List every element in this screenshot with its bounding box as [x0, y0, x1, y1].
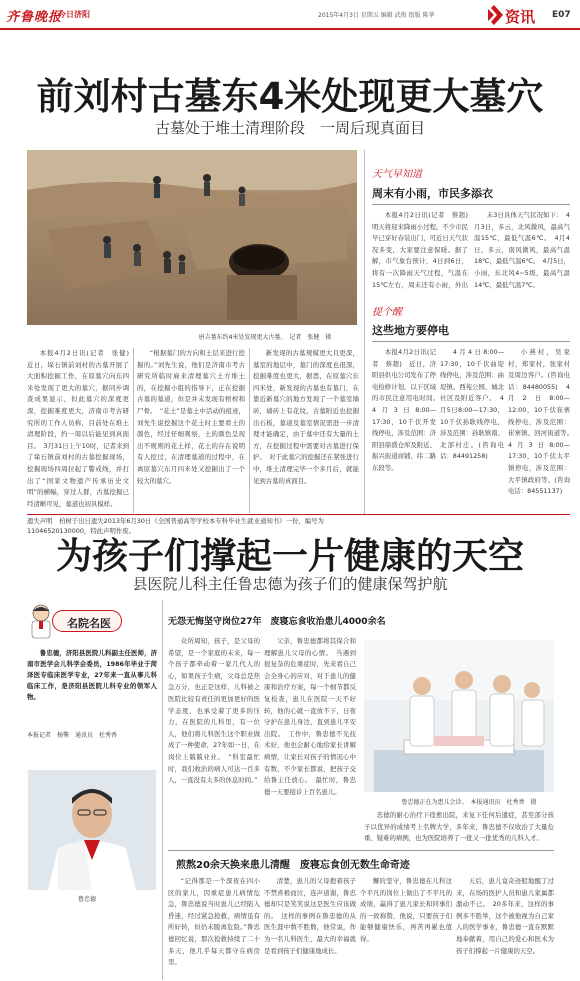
doctor-text-7: 天后，患儿竟奇迹般地醒了过来，在场的医护人员和患儿家属都激动不已。 20多年来，这样的事例多不胜举，这个被他视为自己家人的医学事业，鲁忠德一直在默默地奉献着，用自己的爱心和医术为孩子们撑起一片健康的天空。 [456, 877, 554, 955]
doctor-text-1: 众所周知，孩子，是父母的希望，是一个家庭的未来，每一个孩子都牵动着一家几代人的心，如果孩子生病，父母总是焦急万分，也正是这样，儿科被之医院比较有责任的更加更好的医学态度，也承受着了更多的压力，在医院的儿科里，有一位人，他们将儿科医生这个职业做成了一种使命，27年如一日，在岗位上兢兢业业。 “科室最忙时，我们收治的病人可达一百多人，一直没有太多的休息时间。” [168, 637, 260, 785]
tomb-article-col1 [27, 348, 129, 513]
power-text-2: 4月4日8:00—17:30，10千伏曲堤线停电，涉及范围：曲堤镇、西苑公园、城北社区及附近客户。 4月5日8:00—17:30，10千伏孙耿线停电，涉及范围：孙耿镇南、北部村庄。(咨询电话：84491258) [440, 348, 504, 461]
edition-name: 今日济阳 [58, 10, 90, 19]
lost-notice: 遗失声明 柏树于出日遗失2013年6月30日《全国普通高等学校本专科毕业生就业通知书》一份，编号为11046520130000，特此声明作废。 [27, 517, 324, 535]
weather-kicker [372, 162, 422, 181]
section-divider [364, 150, 365, 515]
power-text-3: 小燕村，吴家村，郑家村，张家村及周边客户。(咨询电话：84480055) 4月2日8:00—12:00，10千伏崔寨线停电，涉及范围：崔寨镇、回河街道等。 4月3日8:00—17:30，10千伏太平镇停电，涉及范围：大平镇政府等。(咨询电话：84551137) [508, 348, 570, 496]
power-kicker-text: 提个醒 [372, 307, 402, 318]
power-col1 [372, 347, 436, 512]
doctor-text-5: 清楚，患儿的父母抱着孩子不禁喜极而泣，连声道谢，鲁忠德却只是笑笑说这是医生应该做的。 这样的事例在鲁忠德的从医生涯中数不胜数，他常说，作为一名儿科医生，最大的幸福就是看到孩子们健康地成长。 [264, 877, 356, 955]
doctor-col4 [168, 876, 260, 980]
notice-rule [27, 514, 570, 515]
famous-doctor-badge [52, 610, 122, 632]
section-rule [168, 850, 554, 851]
headline-tomb: 前刘村古墓东4米处现更大墓穴 [36, 75, 544, 118]
doctor-col5 [264, 876, 356, 980]
doctor-text-4: “记得那是一个深夜在四小区的家儿，因重症患儿病情危急，鲁忠德说当时患儿已经陷入昏迷，经过紧急抢救，病情虽有所好转，但仍未脱离危险。”鲁忠德回忆说，那次抢救持续了二十多天，他几乎每天都守在病房里。 [168, 877, 260, 967]
weather-kicker-text: 天气早知道 [372, 169, 422, 180]
excavation-photo-caption: 唐吉墓东约4米处发现更大古墓。 记者 张健 摄 [198, 334, 332, 341]
doctor-col2 [264, 636, 356, 841]
weather-title: 周末有小雨，市民多添衣 [372, 187, 493, 200]
famous-doctor-badge-text: 名院名医 [67, 617, 111, 630]
weather-text-2: 未3日具体天气状况如下： 4月3日，多云，北风微风，最高气温15℃，最低气温6℃。 4月4日，多云，南风微风，最高气温18℃，最低气温6℃。 4月5日，小雨，东北风4~5级，最高气温14℃，最低气温7℃。 [474, 211, 570, 289]
doctor-col6 [360, 876, 452, 980]
weather-rule [372, 204, 570, 205]
doctor-bio-text: 鲁忠德，济阳县医院儿科副主任医师，济南市医学会儿科学会委员，1986年毕业于菏泽医专临床医学专业，27年来一直从事儿科临床工作，是济阳县医院儿科专业的领军人物。 [27, 649, 157, 701]
doctor-col7 [456, 876, 554, 980]
ward-photo-caption: 鲁忠德正在为患儿会诊。 本报通讯员 杜秀香 摄 [401, 799, 537, 806]
tomb-article-col2 [137, 348, 245, 513]
power-rule [372, 341, 570, 342]
ward-photo [364, 640, 554, 792]
section-divider [162, 600, 163, 980]
doctor-portrait [28, 770, 156, 890]
newspaper-logo: 齐鲁晚报 [6, 10, 63, 25]
doctor-section-title-1: 无怨无悔坚守岗位27年 废寝忘食收治患儿4000余名 [168, 617, 386, 627]
headline-doctor: 为孩子们撑起一片健康的天空 [55, 536, 524, 577]
dateline: 2015年4月3日 星期五 编辑 武俊 组版 陈华 [318, 12, 435, 19]
doctor-section-title-2: 煎熬20余天换来患儿清醒 废寝忘食创无数生命奇迹 [176, 860, 410, 871]
doctor-text-6: 懈的坚守，鲁忠德在儿科这个平凡的岗位上做出了不平凡的成绩，赢得了患儿家长和同事们的一致称赞，他说，只要孩子们能够健康快乐，再苦再累也值得。 [360, 877, 452, 943]
excavation-photo [27, 150, 357, 325]
section-logo-icon [484, 4, 504, 26]
page-number: E07 [552, 10, 571, 20]
doctor-portrait-caption: 鲁忠德 [78, 896, 97, 903]
weather-text-1: 本报4月2日讯(记者 蔡超) 明天将迎来降雨小过程，不少市民早已穿好春装出门，可近日天气状况多变，大家要注意保暖。据了解，市气象台预计，4日到6日，将有一次降雨天气过程，气温在15℃左右，周末还有小雨，外出 [372, 211, 468, 289]
power-kicker [372, 300, 402, 319]
power-col3 [508, 347, 570, 512]
doctor-cartoon-icon [28, 603, 54, 639]
tomb-article-text-2: “根据墓门的方向和土层来进行挖掘的。”刘先生说，他们是济南市考古研究所临时雇来清理墓穴土方堆土的，在挖掘小组的指导下，正在挖掘古墓的墓道，但是并未发现有棺椁和尸骨。 “花土”是墓土中活动的痕迹，刘先生说挖掘这个花土时主要看土的颜色，经过仔细观察，土的颜色呈现出不规则的花土样，花土的存在说明有人挖过，在清理墓道的过程中，在离原墓穴东月四米处又挖掘出了一个较大的墓穴。 [137, 349, 245, 485]
section-name: 资讯 [505, 8, 536, 26]
column-divider [133, 348, 134, 513]
weather-col2 [474, 210, 570, 292]
power-col2 [440, 347, 504, 512]
doctor-bio [27, 648, 157, 716]
subhead-tomb: 古墓处于堆土清理阶段 一周后现真面目 [154, 119, 425, 137]
doctor-byline: 本报记者 杨擎 通讯员 杜秀香 [27, 732, 118, 739]
power-title: 这些地方要停电 [372, 324, 449, 337]
tomb-article-col3 [253, 348, 359, 513]
tomb-article-text-3: 新发现的古墓规模更大且更深，墓室的地层中，墓门的深度也很深，挖掘难度也更大，据悉，在原墓穴东四米处，新发现的古墓也有墓门，在靠近新墓穴的地方发现了一个墓室墙砖，墙砖上有花纹，古墓附近也挖掘出石板，墓道及墓室情况需进一步清理才能确定，由于墓中还有大量的土方，在挖掘过程中需要对古墓进行保护。 对于此墓穴的挖掘还在紧张进行中，堆土清理完毕一个多月后，就能见到古墓的真面目。 [253, 349, 359, 485]
column-divider [249, 348, 250, 513]
weather-col1 [372, 210, 468, 292]
doctor-col3 [364, 810, 554, 850]
doctor-text-2: 父亲，鲁忠德都将其保合和理解患儿父母的心情。 当遇到很复杂的危重症时，先来看自己会全身心的应对，对于患儿的健康和治疗方案，每一个细节都反复检查，患儿在医院一天不好转，他的心就一直放不下，日夜守护在患儿身边，直到患儿平安出院。 工作中，鲁忠德不光技术好，他也会耐心地给家长讲解病情，让家长对孩子的情况心中有数，不少家长都说，把孩子交给鲁主任放心。 最忙时，鲁忠德一天要接诊上百名患儿。 [264, 637, 356, 796]
masthead [0, 0, 580, 30]
subhead-doctor: 县医院儿科主任鲁忠德为孩子们的健康保驾护航 [132, 575, 448, 593]
power-text-1: 本报4月2日讯(记者 蔡超) 近日，济阳县供电公司发布了停电检修计划，以下区域的市民注意用电时间。 4月3日8:00—17:30，10千伏开发线停电，涉及范围：济阳县鼎盛仓库及附近、振兴街道商铺、纬二路东段等。 [372, 348, 436, 472]
doctor-text-3: 忠德的耐心治疗下痊愈出院，来复下任何后遗症，甚至部分孩子以优异的成绩考上名牌大学，多年来，鲁忠德不仅收治了大量危重、疑难的病例，也为医院培养了一批又一批优秀的儿科人才。 [364, 811, 554, 843]
tomb-article-text-1: 本报4月2日讯(记者 张健) 近日，垛石镇前刘村的古墓开展了大面积挖掘工作，在原墓穴向东四米处发现了更大的墓穴，据同步调查成果显示，但此墓穴的深度更深，挖掘难度更大，济南市考古研究所的工作人员称，目前处在堆土清理阶段，约一周以后能见到真面目。 3月31日上午10时，记者来到了垛石镇前刘村的古墓挖掘现场，挖掘现场四周拉起了警戒线，并打出了“国家文物遗产传承历史文明”的横幅，穿过人群，古墓挖掘已经清晰可见，墓道也初具模样。 [27, 349, 129, 508]
doctor-col1 [168, 636, 260, 841]
